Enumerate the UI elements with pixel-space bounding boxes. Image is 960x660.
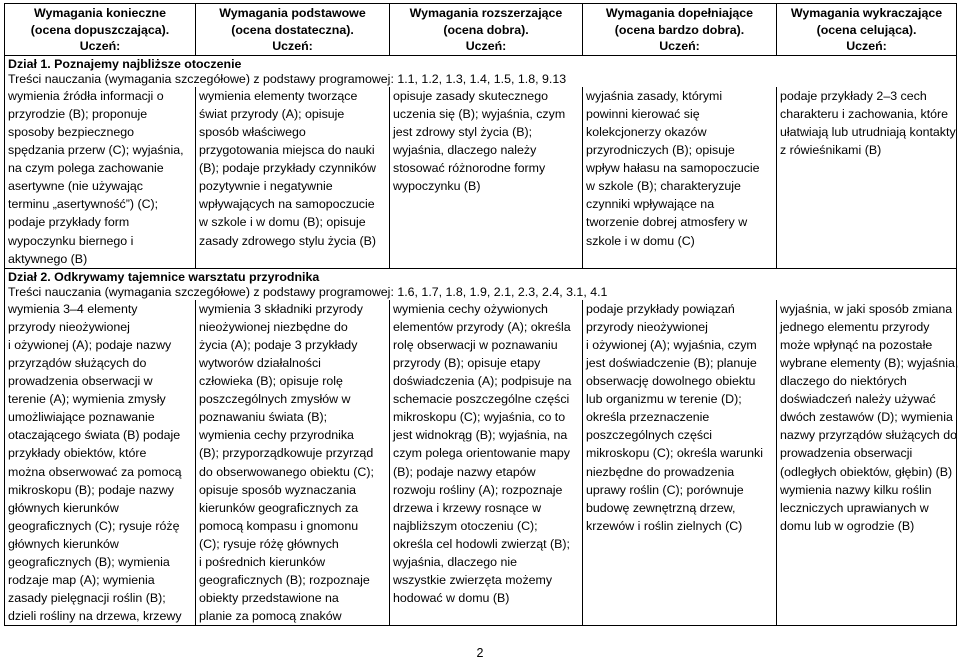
requirement-line: kierunków geograficznych za (199, 500, 359, 515)
requirement-line: geograficznych (B); wymienia (8, 555, 170, 570)
requirement-line: wypoczynku biernego i (8, 233, 134, 248)
requirement-line: jest zdrowy styl życia (B); (393, 124, 533, 139)
requirement-cell (196, 300, 390, 626)
requirement-line: głównych kierunków (8, 536, 119, 551)
section-1-body-row (5, 87, 957, 268)
requirement-cell (583, 300, 777, 626)
requirement-cell (390, 300, 583, 626)
requirement-line: niezbędne do prowadzenia (586, 464, 735, 479)
requirement-line: (odległych obiektów, głębin) (B) (780, 464, 953, 479)
requirement-line: rodzaje map (A); wymienia (8, 573, 155, 588)
requirement-line: życia (A); podaje 3 przykłady (199, 337, 358, 352)
requirement-line: wymienia elementy tworzące (199, 88, 358, 103)
requirement-line: leczniczych uprawianych w (780, 500, 929, 515)
requirement-line: poznawaniu świata (B); (199, 410, 328, 425)
requirement-line: wyjaśnia, w jaki sposób zmiana (780, 301, 953, 316)
requirement-line: wymienia nazwy kilku roślin (780, 482, 932, 497)
page-number: 2 (476, 646, 484, 660)
requirement-line: (C); rysuje różę głównych (199, 536, 339, 551)
requirement-line: wpływ hałasu na samopoczucie (586, 161, 760, 176)
requirement-line: poszczególnych zmysłów w (199, 392, 351, 407)
requirement-line: sposób właściwego (199, 124, 306, 139)
requirement-line: określa cel hodowli zwierząt (B); (393, 536, 570, 551)
header-cell-rozszerzajace: Wymagania rozszerzające (ocena dobra). Uczeń: (390, 4, 583, 56)
section-1-title-row (5, 55, 957, 72)
requirement-line: asertywne (nie używając (8, 179, 143, 194)
requirement-line: i ożywionej (A); wyjaśnia, czym (586, 337, 757, 352)
requirement-line: jest widnokrąg (B); wyjaśnia, na (393, 428, 568, 443)
requirement-line: z rówieśnikami (B) (780, 143, 882, 158)
header-row (5, 4, 957, 56)
requirement-line: rolę obserwacji w poznawaniu (393, 337, 558, 352)
requirement-line: schemacie poszczególne części (393, 392, 570, 407)
requirement-line: wymienia źródła informacji o (8, 88, 164, 103)
requirement-line: szkole i w domu (C) (586, 233, 695, 248)
section-title: Dział 1. Poznajemy najbliższe otoczenie (5, 55, 957, 72)
requirement-line: mikroskopu (C); określa warunki (586, 446, 763, 461)
requirement-line: uprawy roślin (C); porównuje (586, 482, 744, 497)
section-2-body-row (5, 300, 957, 626)
requirement-line: opisuje sposób wyznaczania (199, 482, 357, 497)
requirement-line: (B); przyporządkowuje przyrząd (199, 446, 374, 461)
requirement-line: prowadzenia obserwacji w (8, 374, 153, 389)
requirement-line: przyrządów służących do (8, 356, 147, 370)
requirement-line: obserwację dowolnego obiektu (586, 374, 756, 389)
requirement-line: wybrane elementy (B); wyjaśnia, (780, 356, 959, 370)
requirement-line: pomocą kompasu i gnomonu (199, 518, 359, 533)
requirement-line: w szkole (B); charakteryzuje (586, 179, 741, 194)
requirement-line: wymienia cechy ożywionych (393, 301, 548, 316)
requirement-line: planie za pomocą znaków (199, 609, 342, 624)
requirement-line: wyjaśnia, dlaczego nie (393, 555, 517, 570)
section-subtitle: Treści nauczania (wymagania szczegółowe) z podstawy programowej: 1.1, 1.2, 1.3, 1.4, 1.5, 1.8, 9.13 (5, 72, 957, 87)
requirement-line: dzieli rośliny na drzewa, krzewy (8, 609, 182, 624)
requirement-line: powinni kierować się (586, 106, 700, 121)
requirement-line: lub organizmu w terenie (D); (586, 392, 742, 407)
requirement-line: podaje przykłady powiązań (586, 301, 735, 316)
requirement-line: świat przyrody (A); opisuje (199, 106, 345, 121)
requirement-line: przyrody (B); opisuje etapy (393, 356, 541, 370)
requirement-line: czynniki wpływające na (586, 197, 715, 212)
requirement-line: stosować różnorodne formy (393, 161, 546, 176)
requirement-line: na czym polega zachowanie (8, 161, 164, 176)
requirements-table (4, 3, 957, 626)
requirement-line: domu lub w ogrodzie (B) (780, 518, 915, 533)
requirement-line: rozwoju rośliny (A); rozpoznaje (393, 482, 563, 497)
requirement-line: prowadzenia obserwacji (780, 446, 913, 461)
requirement-line: przyrody nieożywionej (586, 319, 708, 334)
requirement-line: przyrodniczych (B); opisuje (586, 143, 735, 158)
requirement-line: ułatwiają lub utrudniają kontakty (780, 124, 956, 139)
requirement-line: wpływających na samopoczucie (199, 197, 375, 212)
requirement-cell (5, 87, 196, 268)
requirement-line: człowieka (B); opisuje rolę (199, 374, 343, 389)
requirement-line: przyrody nieożywionej (8, 319, 130, 334)
section-title: Dział 2. Odkrywamy tajemnice warsztatu przyrodnika (5, 268, 957, 285)
requirement-line: podaje przykłady form (8, 215, 130, 230)
requirement-cell (777, 300, 957, 626)
requirement-line: wytworów działalności (199, 356, 321, 370)
requirement-line: kolekcjonerzy okazów (586, 124, 707, 139)
section-1-subtitle-row (5, 72, 957, 87)
requirement-line: czym polega orientowanie mapy (393, 446, 571, 461)
requirement-line: (B); podaje przykłady czynników (199, 161, 376, 176)
requirement-line: doświadczeń należy używać (780, 392, 936, 407)
requirement-line: dwóch zestawów (D); wymienia (780, 410, 953, 425)
requirement-line: opisuje zasady skutecznego (393, 88, 548, 103)
requirement-line: wyjaśnia, dlaczego należy (393, 143, 537, 158)
requirement-line: sposoby bezpiecznego (8, 124, 135, 139)
requirement-cell (583, 87, 777, 268)
requirement-line: w szkole i w domu (B); opisuje (199, 215, 366, 230)
requirement-cell (5, 300, 196, 626)
requirement-cell (777, 87, 957, 268)
requirement-line: jednego elementu przyrody (780, 319, 930, 334)
requirement-line: pozytywnie i negatywnie (199, 179, 333, 194)
requirement-line: terenie (A); wymienia zmysły (8, 392, 166, 407)
requirement-cell (196, 87, 390, 268)
requirement-line: i pośrednich kierunków (199, 555, 326, 570)
requirement-line: określa przeznaczenie (586, 410, 710, 425)
requirement-line: terminu „asertywność”) (C); (8, 197, 159, 212)
requirement-line: geograficznych (B); rozpoznaje (199, 573, 370, 588)
header-cell-podstawowe: Wymagania podstawowe (ocena dostateczna). Uczeń: (196, 4, 390, 56)
requirement-cell (390, 87, 583, 268)
requirement-line: mikroskopu (C); wyjaśnia, co to (393, 410, 566, 425)
section-2-subtitle-row (5, 285, 957, 300)
requirement-line: krzewów i roślin zielnych (C) (586, 518, 743, 533)
requirement-line: poszczególnych części (586, 428, 713, 443)
requirement-line: spędzania przerw (C); wyjaśnia, (8, 143, 184, 158)
requirement-line: wymienia cechy przyrodnika (199, 428, 354, 443)
requirement-line: (B); podaje nazwy etapów (393, 464, 536, 479)
requirement-line: obiekty przedstawione na (199, 591, 339, 606)
requirement-line: budowę zewnętrzną drzew, (586, 500, 736, 515)
requirement-line: umożliwiające poznawanie (8, 410, 155, 425)
requirement-line: przyrodzie (B); proponuje (8, 106, 148, 121)
requirement-line: przygotowania miejsca do nauki (199, 143, 375, 158)
requirement-line: nieożywionej niezbędne do (199, 319, 348, 334)
requirement-line: hodować w domu (B) (393, 591, 510, 606)
requirement-line: wymienia 3–4 elementy (8, 301, 138, 316)
header-cell-konieczne: Wymagania konieczne (ocena dopuszczająca). Uczeń: (5, 4, 196, 56)
requirement-line: jest doświadczenie (B); planuje (586, 356, 757, 370)
requirement-line: elementów przyrody (A); określa (393, 319, 571, 334)
requirement-line: doświadczenia (A); podpisuje na (393, 374, 572, 389)
requirement-line: wszystkie zwierzęta możemy (393, 573, 553, 588)
header-cell-wykraczajace: Wymagania wykraczające (ocena celująca). Uczeń: (777, 4, 957, 56)
requirement-line: dlaczego do niektórych (780, 374, 907, 389)
requirement-line: drzewa i krzewy rosnące w (393, 500, 542, 515)
requirement-line: wypoczynku (B) (393, 179, 481, 194)
requirement-line: zasady zdrowego stylu życia (B) (199, 233, 376, 248)
section-2-title-row (5, 268, 957, 285)
requirement-line: można obserwować za pomocą (8, 464, 182, 479)
requirement-line: charakteru i zachowania, które (780, 106, 949, 121)
requirement-line: tworzenie dobrej atmosfery w (586, 215, 748, 230)
requirement-line: uczenia się (B); wyjaśnia, czym (393, 106, 566, 121)
requirement-line: podaje przykłady 2–3 cech (780, 88, 927, 103)
requirement-line: geograficznych (C); rysuje różę (8, 518, 180, 533)
requirement-line: aktywnego (B) (8, 251, 88, 266)
requirement-line: nazwy przyrządów służących do (780, 428, 957, 443)
requirement-line: przykłady obiektów, które (8, 446, 147, 461)
header-cell-dopelniajace: Wymagania dopełniające (ocena bardzo dobra). Uczeń: (583, 4, 777, 56)
requirement-line: wymienia 3 składniki przyrody (199, 301, 363, 316)
requirement-line: otaczającego świata (B) podaje (8, 428, 181, 443)
requirement-line: do obserwowanego obiektu (C); (199, 464, 374, 479)
requirement-line: zasady pielęgnacji roślin (B); (8, 591, 166, 606)
requirement-line: wyjaśnia zasady, którymi (586, 88, 723, 103)
requirement-line: może wpłynąć na pozostałe (780, 337, 933, 352)
requirement-line: głównych kierunków (8, 500, 119, 515)
requirement-line: mikroskopu (B); podaje nazwy (8, 482, 174, 497)
section-subtitle: Treści nauczania (wymagania szczegółowe) z podstawy programowej: 1.6, 1.7, 1.8, 1.9, 2.1, 2.3, 2.4, 3.1, 4.1 (5, 285, 957, 300)
requirement-line: najbliższym otoczeniu (C); (393, 518, 538, 533)
requirement-line: i ożywionej (A); podaje nazwy (8, 337, 172, 352)
